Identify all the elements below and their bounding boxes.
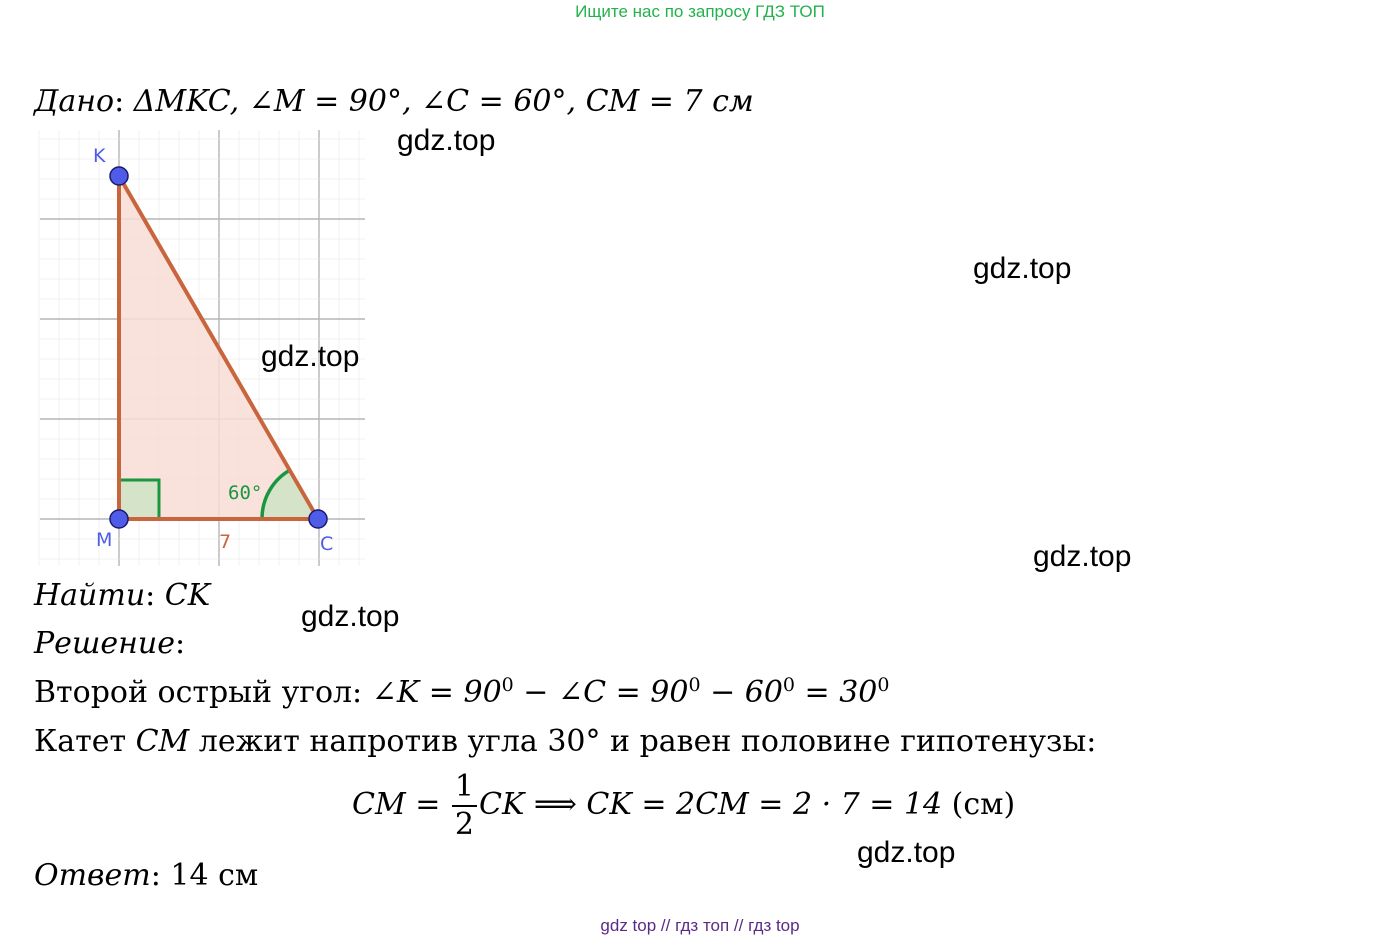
top-banner: Ищите нас по запросу ГДЗ ТОП [575, 2, 825, 21]
vertex-label-m: M [96, 529, 113, 551]
answer-label: Ответ [34, 858, 151, 893]
find-math: CK [164, 578, 211, 613]
triangle-figure [0, 0, 400, 580]
watermark: gdz.top [973, 252, 1072, 285]
fraction-one-half: $\frac{1}{2}$ [452, 772, 477, 840]
side-label-7: 7 [219, 531, 232, 553]
vertex-label-c: C [320, 533, 334, 555]
watermark: gdz.top [397, 124, 496, 157]
point-m [110, 510, 128, 528]
watermark: gdz.top [857, 836, 956, 869]
given-label: Дано [34, 84, 115, 119]
watermark: gdz.top [1033, 540, 1132, 573]
watermark: gdz.top [301, 600, 400, 633]
point-c [309, 510, 327, 528]
point-k [110, 167, 128, 185]
footer-links: gdz top // гдз топ // гдз top [600, 916, 800, 935]
answer-value: 14 см [170, 858, 259, 893]
vertex-label-k: K [93, 145, 106, 167]
solution-line-1: Второй острый угол: ∠K = $90^0$ − ∠C = $90^0 - 60^0 = 30^0$ [34, 674, 890, 710]
watermark: gdz.top [261, 340, 360, 373]
find-label: Найти [34, 578, 146, 613]
given-line: Дано: ΔMKC, ∠M = 90°, ∠C = 60°, CM = 7 см [34, 84, 754, 119]
answer-line: Ответ: 14 см [34, 858, 259, 893]
find-line: Найти: CK [34, 578, 211, 613]
solution-formula: CM = $\frac{1}{2}$ CK ⟹ CK = 2CM = 2 · 7 = 14 (см) [352, 769, 1016, 842]
angle-label-60: 60° [228, 482, 263, 504]
given-math: ΔMKC, ∠M = 90°, ∠C = 60°, CM = 7 см [133, 84, 754, 119]
solution-heading: Решение: [34, 626, 186, 661]
solution-label: Решение [34, 626, 175, 661]
solution-line-2: Катет CM лежит напротив угла 30° и равен половине гипотенузы: [34, 724, 1097, 759]
